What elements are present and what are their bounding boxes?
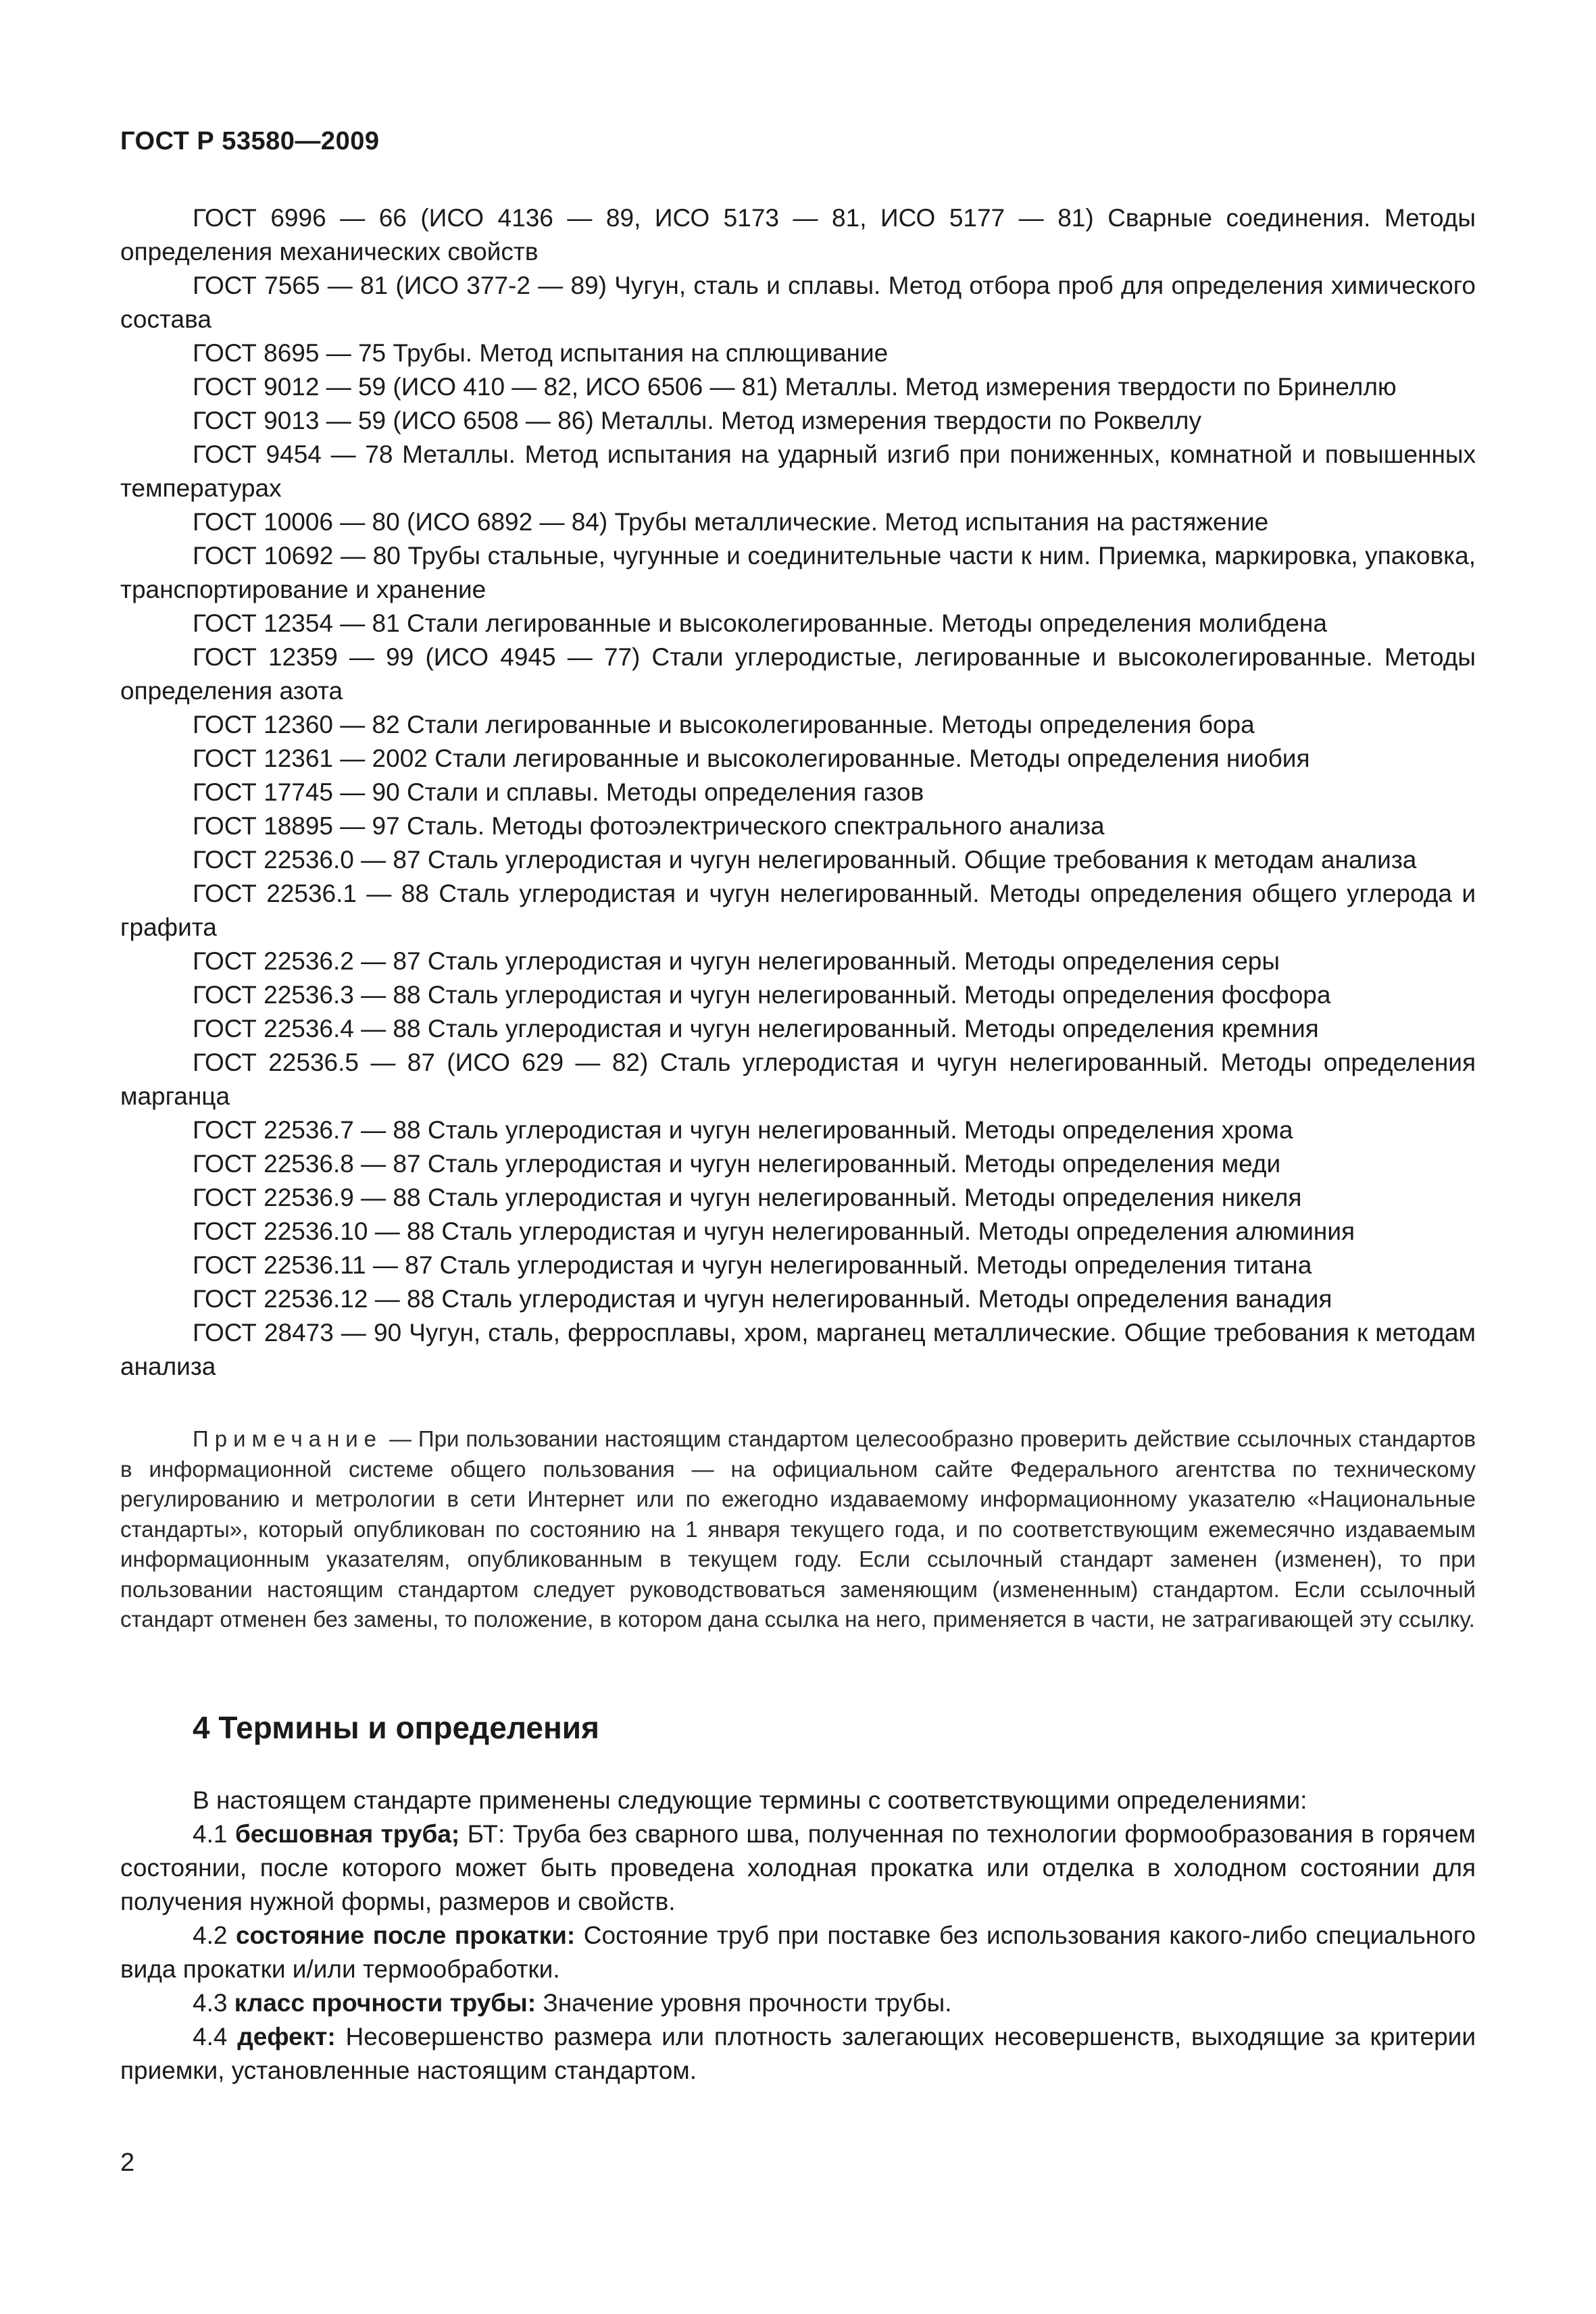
reference-item: ГОСТ 22536.8 — 87 Сталь углеродистая и чугун нелегированный. Методы определения меди (193, 1150, 1281, 1178)
reference-item: ГОСТ 22536.9 — 88 Сталь углеродистая и чугун нелегированный. Методы определения никеля (193, 1184, 1302, 1211)
reference-item: ГОСТ 22536.4 — 88 Сталь углеродистая и чугун нелегированный. Методы определения кремния (193, 1015, 1319, 1042)
term-item (120, 2020, 1476, 2088)
reference-item: ГОСТ 10692 — 80 Трубы стальные, чугунные и соединительные части к ним. Приемка, маркировка, упаковка, транспортирование и хранение (120, 542, 1476, 603)
reference-item: ГОСТ 7565 — 81 (ИСО 377-2 — 89) Чугун, сталь и сплавы. Метод отбора проб для определения химического состава (120, 272, 1476, 333)
section-intro: В настоящем стандарте применены следующие термины с соответствующими определениями: (193, 1786, 1307, 1814)
term-name: состояние после прокатки: (235, 1921, 576, 1949)
terms-section (120, 1784, 1476, 2088)
term-name: бесшовная труба; (234, 1820, 460, 1848)
reference-item: ГОСТ 6996 — 66 (ИСО 4136 — 89, ИСО 5173 — 81, ИСО 5177 — 81) Сварные соединения. Методы определения механических свойств (120, 204, 1476, 266)
reference-item: ГОСТ 9454 — 78 Металлы. Метод испытания на ударный изгиб при пониженных, комнатной и повышенных температурах (120, 441, 1476, 502)
term-definition: Значение уровня прочности трубы. (543, 1989, 952, 2017)
term-item (120, 1919, 1476, 1986)
page-number: 2 (120, 2148, 135, 2177)
reference-item: ГОСТ 22536.7 — 88 Сталь углеродистая и чугун нелегированный. Методы определения хрома (193, 1116, 1293, 1144)
term-number: 4.2 (193, 1921, 228, 1949)
reference-item: ГОСТ 9013 — 59 (ИСО 6508 — 86) Металлы. Метод измерения твердости по Роквеллу (193, 407, 1201, 434)
reference-item: ГОСТ 18895 — 97 Сталь. Методы фотоэлектрического спектрального анализа (193, 812, 1105, 840)
section-title: 4 Термины и определения (193, 1710, 599, 1745)
term-item (120, 1817, 1476, 1919)
reference-item: ГОСТ 12354 — 81 Стали легированные и высоколегированные. Методы определения молибдена (193, 609, 1327, 637)
term-name: класс прочности трубы: (234, 1989, 537, 2017)
term-definition: Несовершенство размера или плотность залегающих несовершенств, выходящие за критерии приемки, установленные настоящим стандартом. (120, 2023, 1476, 2084)
term-definition: Состояние труб при поставке без использования какого-либо специального вида прокатки и/или термообработки. (120, 1921, 1476, 1983)
reference-item: ГОСТ 22536.11 — 87 Сталь углеродистая и чугун нелегированный. Методы определения титана (193, 1251, 1312, 1279)
reference-item: ГОСТ 22536.10 — 88 Сталь углеродистая и чугун нелегированный. Методы определения алюминия (193, 1217, 1355, 1245)
note-text: — При пользовании настоящим стандартом целесообразно проверить действие ссылочных стандартов в информационной системе общего пользования — на официальном сайте Федерального агентства по техническому регулированию и метрологии в сети Интернет или по ежегодно издаваемому информационному указателю «Национальные стандарты», который опубликован по состоянию на 1 января текущего года, и по соответствующим ежемесячно издаваемым информационным указателям, опубликованным в текущем году. Если ссылочный стандарт заменен (изменен), то при пользовании настоящим стандартом следует руководствоваться заменяющим (измененным) стандартом. Если ссылочный стандарт отменен без замены, то положение, в котором дана ссылка на него, применяется в части, не затрагивающей эту ссылку. (120, 1426, 1476, 1632)
reference-item: ГОСТ 22536.12 — 88 Сталь углеродистая и чугун нелегированный. Методы определения ванадия (193, 1285, 1332, 1313)
term-number: 4.3 (193, 1989, 228, 2017)
reference-item: ГОСТ 12360 — 82 Стали легированные и высоколегированные. Методы определения бора (193, 711, 1255, 738)
reference-item: ГОСТ 12361 — 2002 Стали легированные и высоколегированные. Методы определения ниобия (193, 745, 1310, 772)
term-definition: БТ: Труба без сварного шва, полученная по технологии формообразования в горячем состоянии, после которого может быть проведена холодная прокатка или отделка в холодном состоянии для получения нужной формы, размеров и свойств. (120, 1820, 1476, 1915)
term-number: 4.1 (193, 1820, 228, 1848)
reference-item: ГОСТ 22536.0 — 87 Сталь углеродистая и чугун нелегированный. Общие требования к методам анализа (193, 846, 1417, 874)
reference-item: ГОСТ 22536.3 — 88 Сталь углеродистая и чугун нелегированный. Методы определения фосфора (193, 981, 1331, 1009)
references-note (120, 1424, 1476, 1635)
normative-references-list (120, 201, 1476, 1384)
reference-item: ГОСТ 17745 — 90 Стали и сплавы. Методы определения газов (193, 778, 924, 806)
note-label: Примечание (193, 1426, 383, 1451)
term-number: 4.4 (193, 2023, 228, 2051)
reference-item: ГОСТ 22536.5 — 87 (ИСО 629 — 82) Сталь углеродистая и чугун нелегированный. Методы определения марганца (120, 1049, 1476, 1110)
reference-item: ГОСТ 10006 — 80 (ИСО 6892 — 84) Трубы металлические. Метод испытания на растяжение (193, 508, 1269, 536)
reference-item: ГОСТ 22536.1 — 88 Сталь углеродистая и чугун нелегированный. Методы определения общего углерода и графита (120, 880, 1476, 941)
note-paragraph (120, 1424, 1476, 1635)
reference-item: ГОСТ 28473 — 90 Чугун, сталь, ферросплавы, хром, марганец металлические. Общие требования к методам анализа (120, 1319, 1476, 1380)
term-name: дефект: (237, 2023, 336, 2051)
document-header: ГОСТ Р 53580—2009 (120, 127, 380, 155)
reference-item: ГОСТ 22536.2 — 87 Сталь углеродистая и чугун нелегированный. Методы определения серы (193, 947, 1280, 975)
reference-item: ГОСТ 12359 — 99 (ИСО 4945 — 77) Стали углеродистые, легированные и высоколегированные. Методы определения азота (120, 643, 1476, 705)
reference-item: ГОСТ 8695 — 75 Трубы. Метод испытания на сплющивание (193, 339, 889, 367)
reference-item: ГОСТ 9012 — 59 (ИСО 410 — 82, ИСО 6506 — 81) Металлы. Метод измерения твердости по Бринеллю (193, 373, 1397, 401)
term-item (120, 1986, 1476, 2020)
